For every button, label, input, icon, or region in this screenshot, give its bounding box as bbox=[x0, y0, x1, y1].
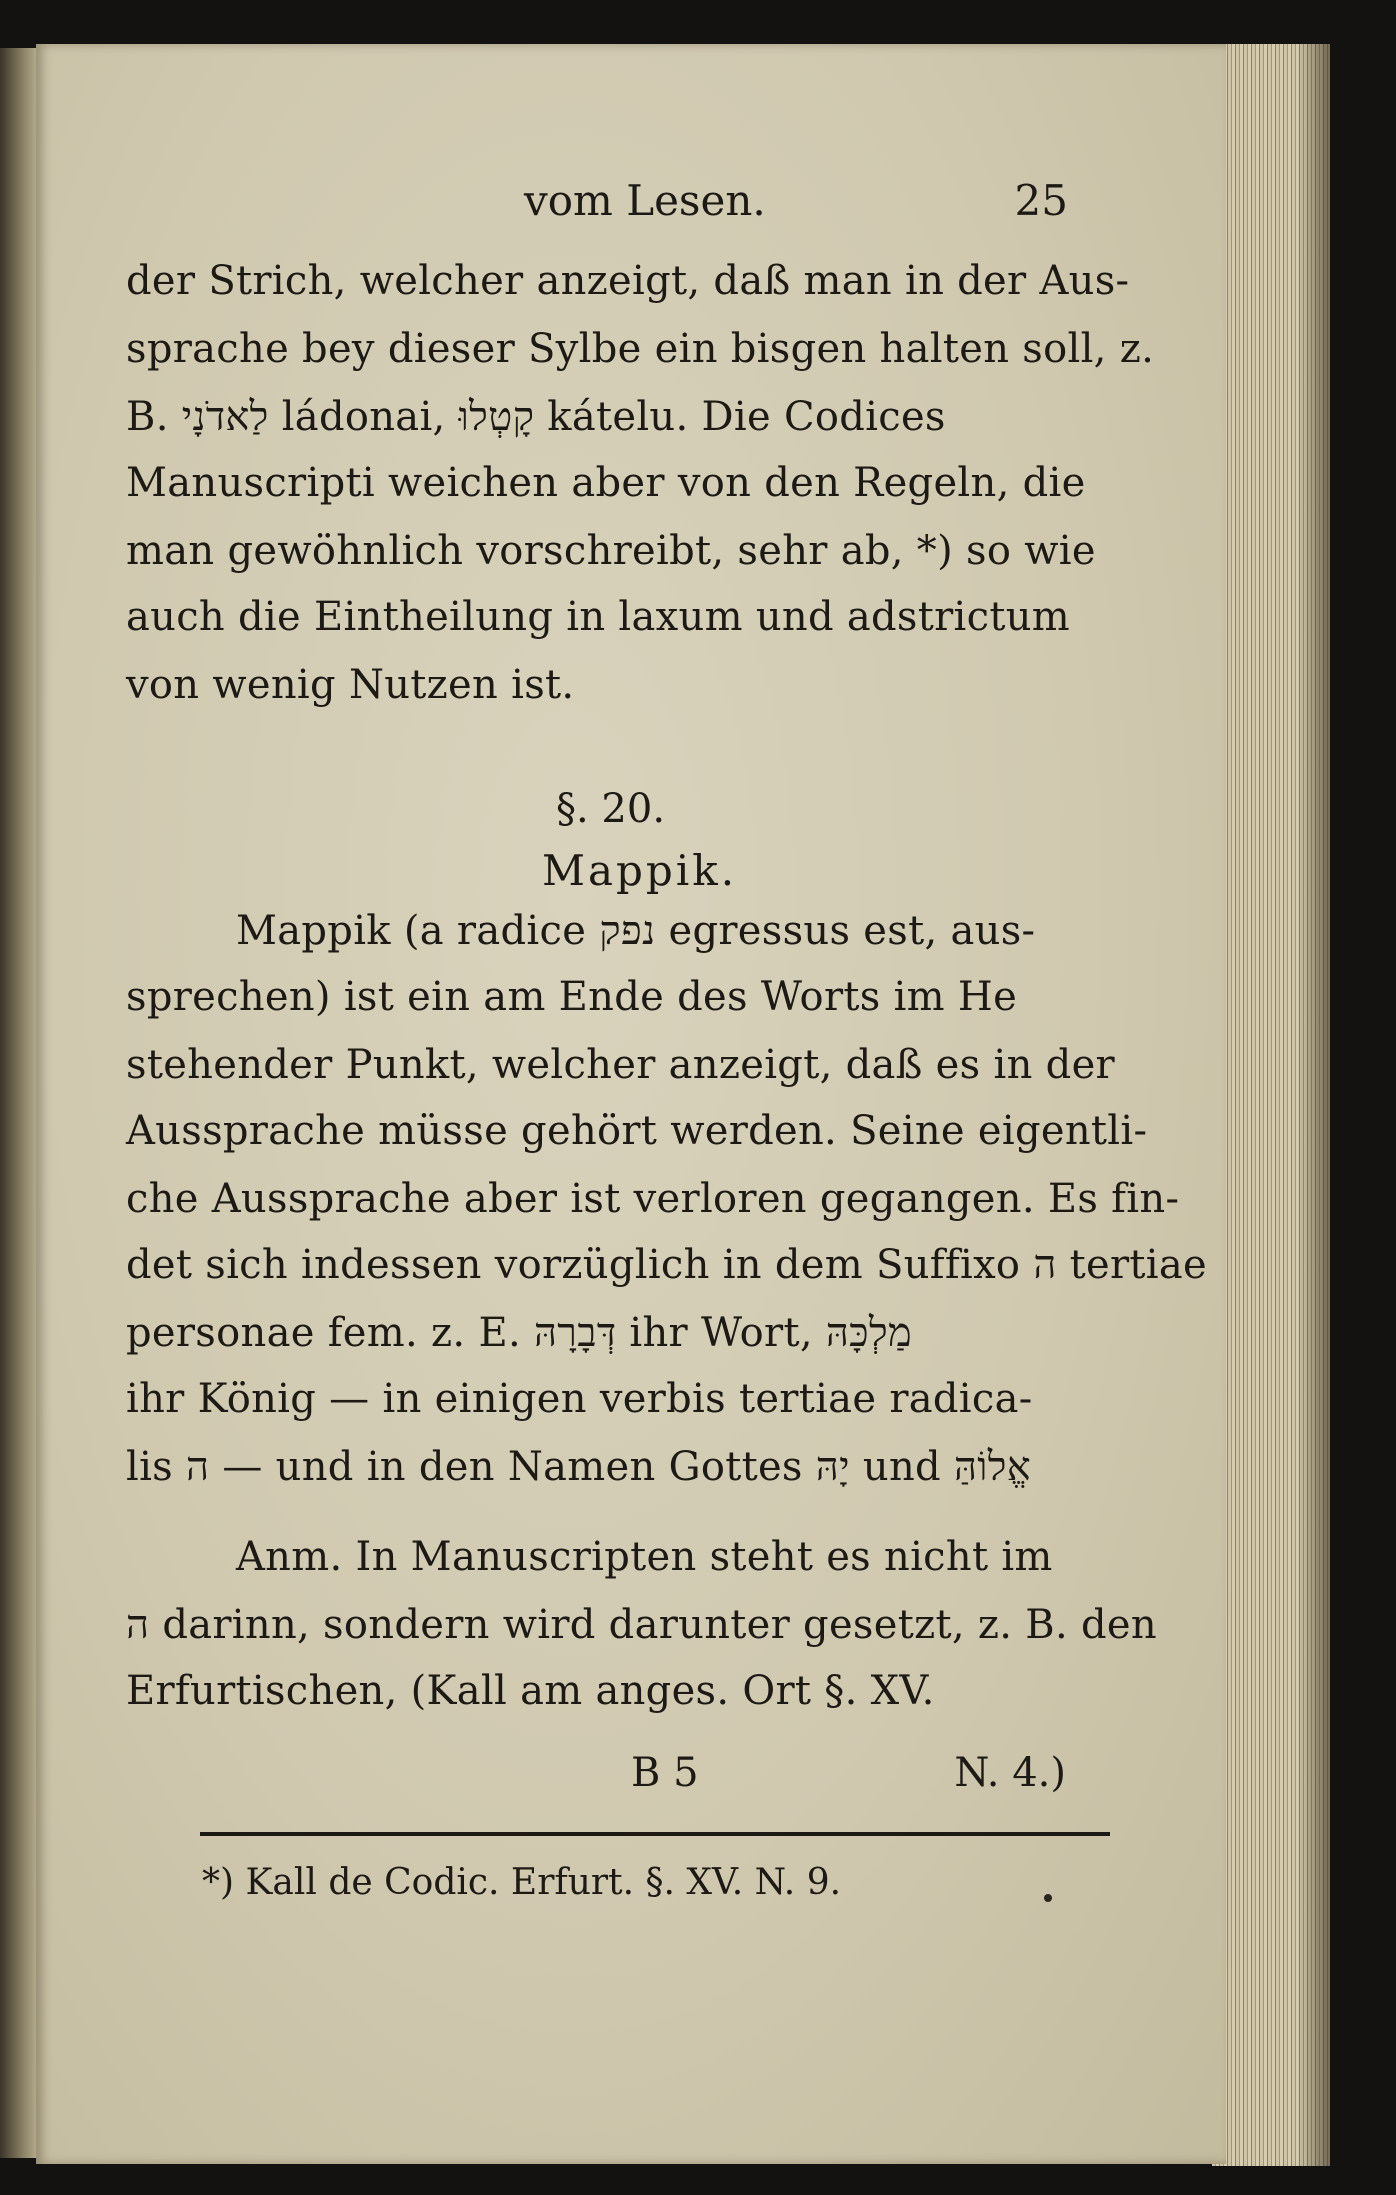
catchword: N. 4.) bbox=[954, 1750, 1066, 1796]
page-number: 25 bbox=[1014, 176, 1068, 225]
running-head: vom Lesen. bbox=[524, 176, 766, 225]
text-line: sprechen) ist ein am Ende des Worts im He bbox=[126, 974, 1018, 1020]
text-line: stehender Punkt, welcher anzeigt, daß es in der bbox=[126, 1042, 1115, 1088]
text-line: man gewöhnlich vorschreibt, sehr ab, *) so wie bbox=[126, 528, 1096, 574]
footnote-rule bbox=[200, 1832, 1110, 1836]
footnote: *) Kall de Codic. Erfurt. §. XV. N. 9. bbox=[202, 1862, 842, 1903]
text-line: Manuscripti weichen aber von den Regeln, die bbox=[126, 460, 1086, 506]
text-line: ה darinn, sondern wird darunter gesetzt, z. B. den bbox=[126, 1602, 1157, 1648]
section-number: §. 20. bbox=[556, 786, 666, 832]
page-stack-shadow bbox=[1296, 44, 1330, 2166]
text-line: sprache bey dieser Sylbe ein bisgen halten soll, z. bbox=[126, 326, 1155, 372]
text-line: Mappik (a radice נפק egressus est, aus- bbox=[236, 908, 1036, 954]
signature-mark: B 5 bbox=[631, 1750, 699, 1796]
text-line: personae fem. z. E. דְּבָרָהּ ihr Wort, מַלְכָּהּ bbox=[126, 1310, 913, 1356]
ink-speck bbox=[1044, 1894, 1052, 1902]
section-title: Mappik. bbox=[542, 846, 738, 895]
text-line: B. לַאדֹנָי ládonai, קָטְלוּ kátelu. Die Codices bbox=[126, 394, 946, 440]
text-line: det sich indessen vorzüglich in dem Suffixo ה tertiae bbox=[126, 1242, 1208, 1288]
book-page bbox=[36, 44, 1226, 2164]
text-line: Anm. In Manuscripten steht es nicht im bbox=[236, 1534, 1053, 1580]
text-line: lis ה — und in den Namen Gottes יָהּ und אֱלוֹהַּ bbox=[126, 1444, 1032, 1490]
previous-page-edge bbox=[0, 48, 38, 2158]
text-line: che Aussprache aber ist verloren gegangen. Es fin- bbox=[126, 1176, 1180, 1222]
text-line: auch die Eintheilung in laxum und adstrictum bbox=[126, 594, 1071, 640]
text-line: Aussprache müsse gehört werden. Seine eigentli- bbox=[126, 1108, 1148, 1154]
text-line: ihr König — in einigen verbis tertiae radica- bbox=[126, 1376, 1033, 1422]
text-line: der Strich, welcher anzeigt, daß man in der Aus- bbox=[126, 258, 1130, 304]
text-line: von wenig Nutzen ist. bbox=[126, 662, 575, 708]
text-line: Erfurtischen, (Kall am anges. Ort §. XV. bbox=[126, 1668, 935, 1714]
page-header bbox=[126, 176, 1068, 232]
